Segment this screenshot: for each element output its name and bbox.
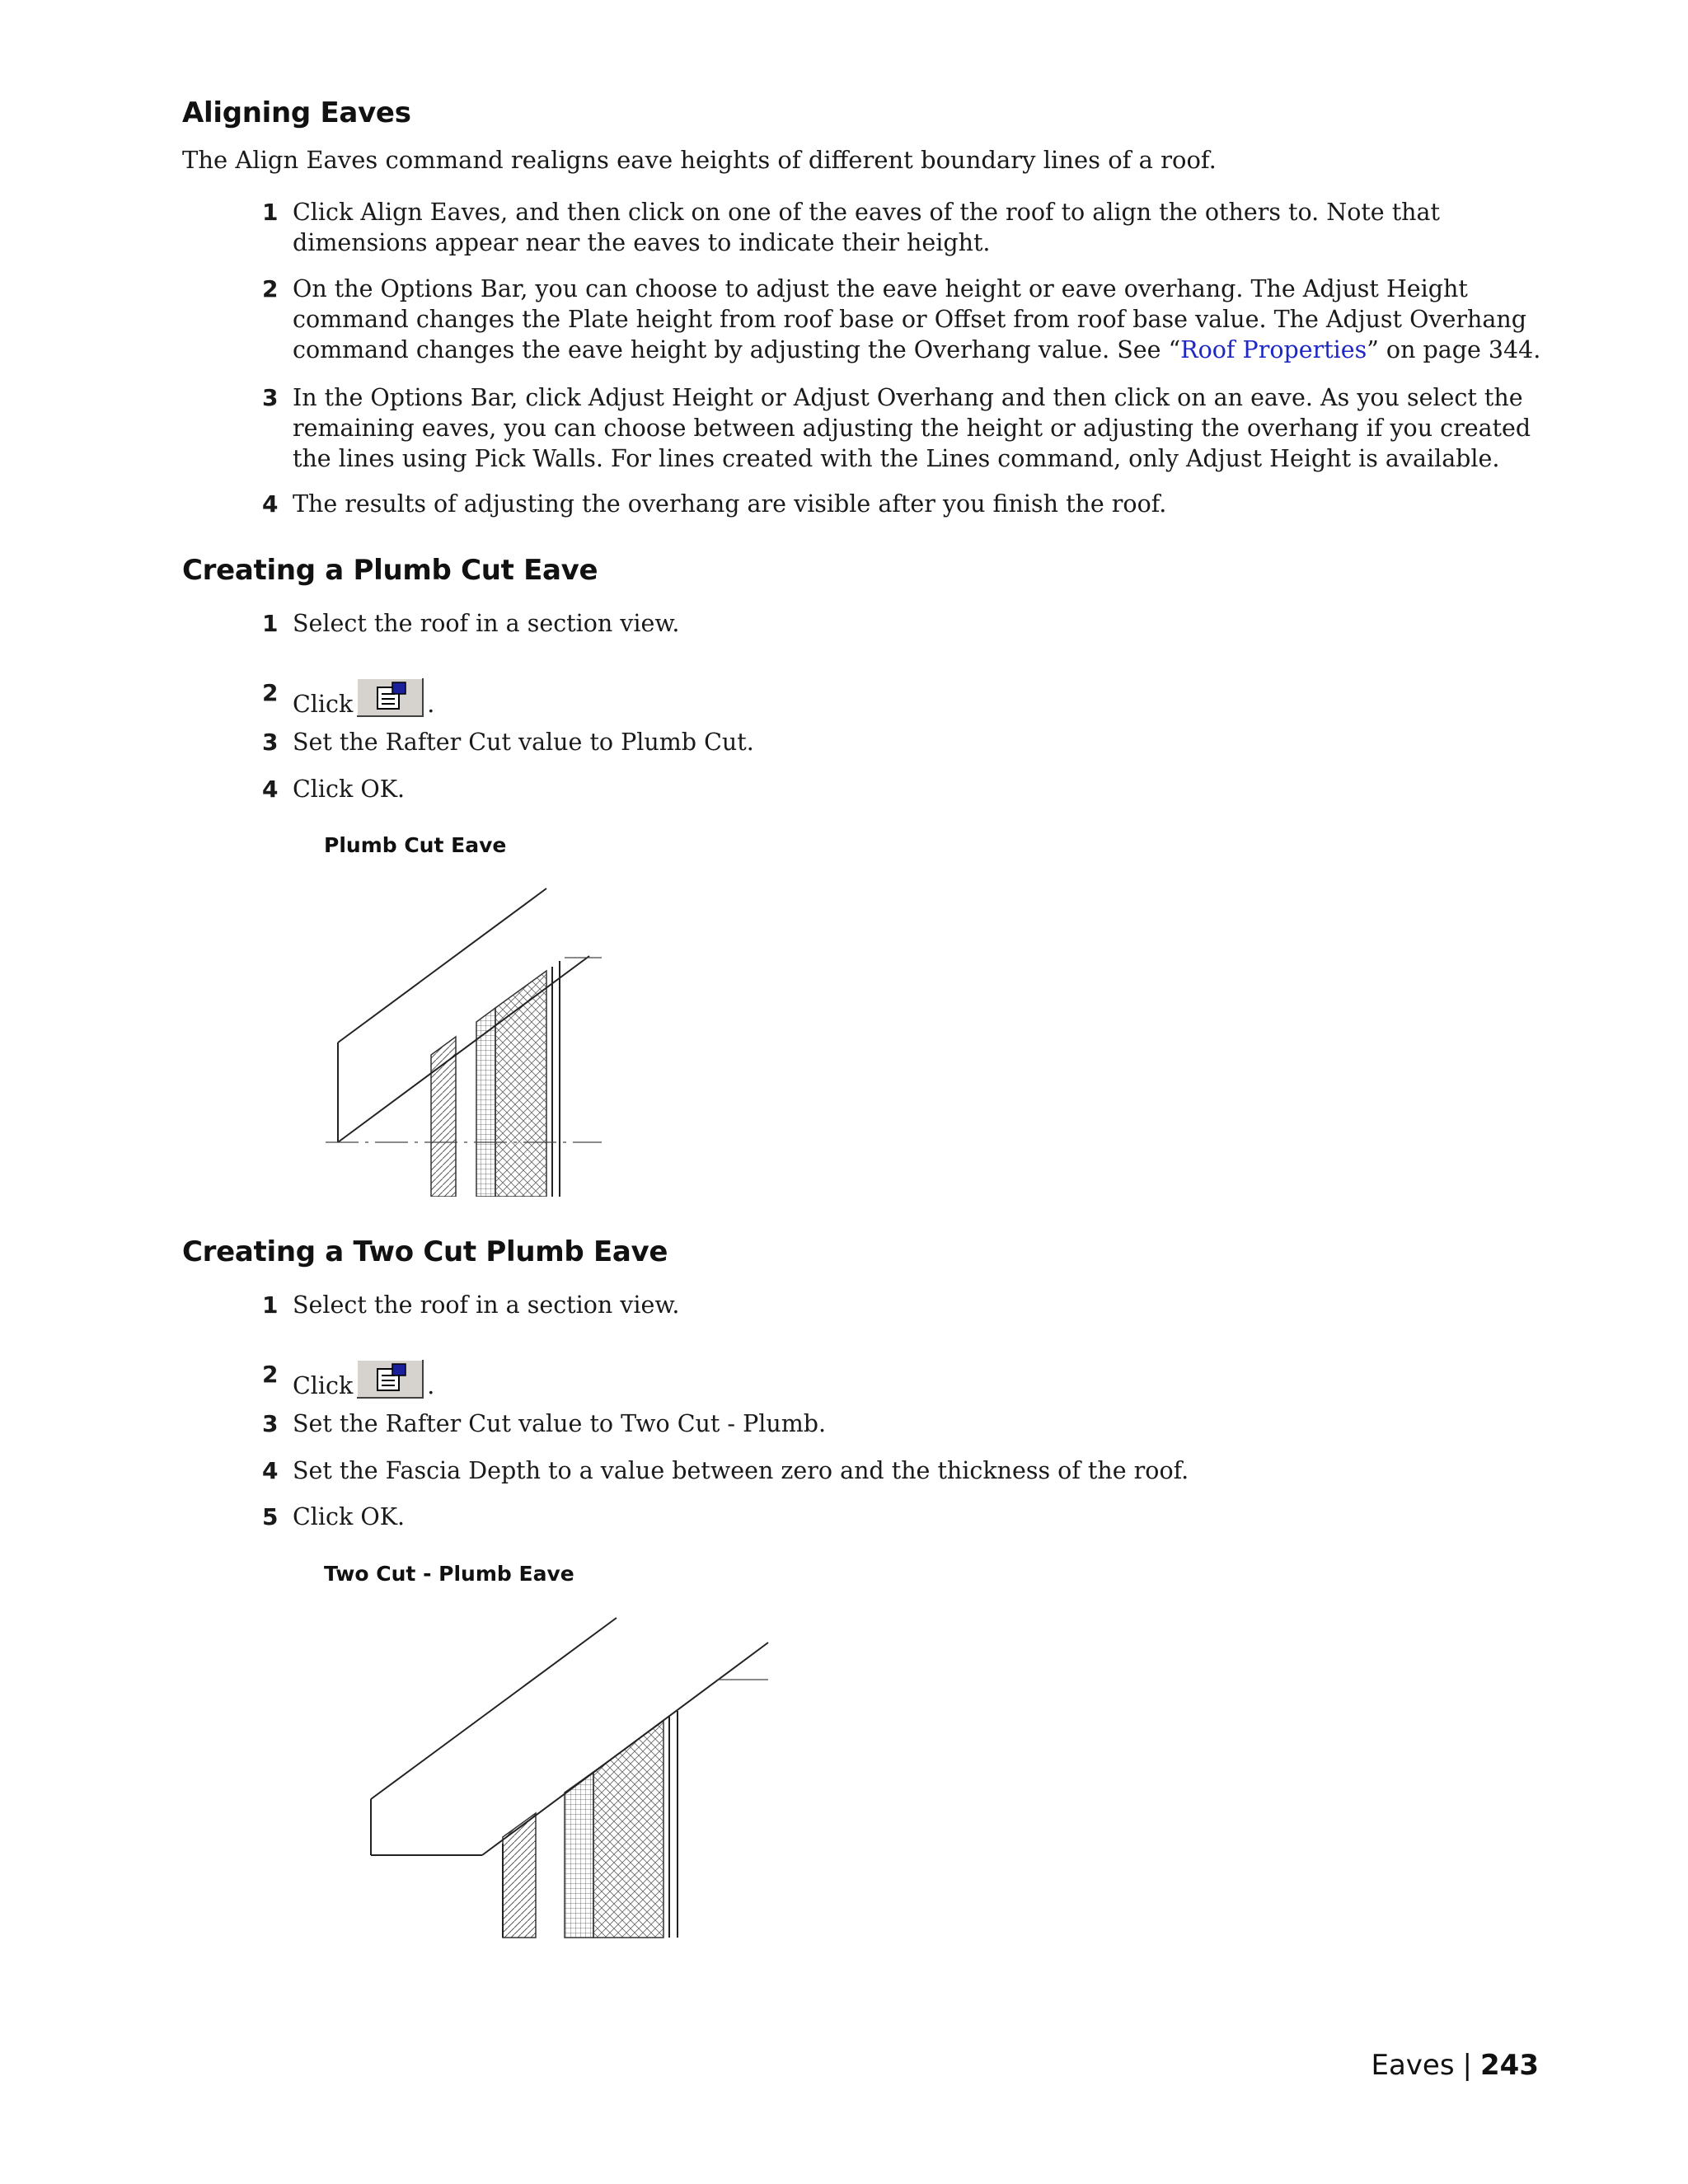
list-item (262, 382, 1545, 474)
roof-properties-link[interactable]: Roof Properties (1180, 336, 1367, 363)
list-item (262, 1359, 1545, 1401)
list-item (262, 1408, 1545, 1439)
figure-caption-plumb-cut: Plumb Cut Eave (324, 833, 507, 857)
step-number: 3 (262, 1410, 279, 1437)
step-number: 4 (262, 776, 279, 803)
step-text: Set the Fascia Depth to a value between zero and the thickness of the roof. (293, 1457, 1189, 1484)
step-text-part: Click (293, 1372, 354, 1399)
step-text: Click Align Eaves, and then click on one of the eaves of the roof to align the others to. Note that dimensions appear near the eaves to indicate their height. (293, 199, 1440, 256)
page-footer (1371, 2049, 1539, 2082)
step-text-part: . (427, 1372, 435, 1399)
step-text: Select the roof in a section view. (293, 1291, 680, 1319)
step-number: 2 (262, 679, 279, 706)
step-text-part: . (427, 691, 435, 718)
step-number: 2 (262, 1361, 279, 1388)
plumb-cut-eave-figure (317, 882, 614, 1197)
list-item (262, 489, 1545, 519)
element-properties-icon[interactable] (356, 677, 424, 717)
list-item (262, 274, 1545, 365)
page-number: 243 (1480, 2049, 1539, 2082)
list-item (262, 727, 1545, 757)
step-number: 2 (262, 275, 279, 302)
footer-separator: | (1462, 2049, 1473, 2082)
step-text: The results of adjusting the overhang are visible after you finish the roof. (293, 490, 1167, 518)
list-item (262, 677, 1545, 719)
step-text: Select the roof in a section view. (293, 610, 680, 637)
intro-aligning-eaves: The Align Eaves command realigns eave heights of different boundary lines of a roof. (182, 146, 1217, 174)
step-number: 4 (262, 1457, 279, 1484)
list-item (262, 1502, 1545, 1532)
step-text-part: On the Options Bar, you can choose to adjust the eave height or eave overhang. The Adjust Height command changes the Plate height from roof base or Offset from roof base value. The Adjust Overhang command changes the eave height by adjusting the Overhang value. See “ (293, 275, 1526, 363)
step-number: 1 (262, 199, 279, 226)
element-properties-icon[interactable] (356, 1359, 424, 1399)
step-text: Set the Rafter Cut value to Two Cut - Plumb. (293, 1410, 827, 1437)
heading-plumb-cut-eave: Creating a Plumb Cut Eave (182, 554, 598, 587)
step-text (293, 1372, 434, 1399)
two-cut-plumb-eave-figure (363, 1611, 775, 1941)
heading-aligning-eaves: Aligning Eaves (182, 96, 411, 129)
step-text: Click OK. (293, 776, 406, 803)
step-text-part: ” on page 344. (1367, 336, 1541, 363)
step-text-part: Click (293, 691, 354, 718)
step-number: 3 (262, 729, 279, 756)
list-item (262, 608, 1545, 639)
step-text: Click OK. (293, 1503, 406, 1530)
heading-two-cut-plumb-eave: Creating a Two Cut Plumb Eave (182, 1235, 668, 1268)
list-item (262, 1290, 1545, 1320)
step-number: 1 (262, 610, 279, 637)
list-item (262, 1455, 1545, 1486)
list-item (262, 774, 1545, 804)
step-text (293, 275, 1540, 363)
figure-caption-two-cut: Two Cut - Plumb Eave (324, 1562, 574, 1586)
step-text (293, 691, 434, 718)
step-text: In the Options Bar, click Adjust Height or Adjust Overhang and then click on an eave. As you select the remaining eaves, you can choose between adjusting the height or adjusting the overhang if you created the lines using Pick Walls. For lines created with the Lines command, only Adjust Height is available. (293, 384, 1531, 472)
step-number: 5 (262, 1503, 279, 1530)
step-number: 3 (262, 384, 279, 411)
step-number: 1 (262, 1291, 279, 1319)
step-text: Set the Rafter Cut value to Plumb Cut. (293, 729, 754, 756)
step-number: 4 (262, 490, 279, 518)
list-item (262, 197, 1545, 258)
footer-section-title: Eaves (1371, 2049, 1455, 2082)
